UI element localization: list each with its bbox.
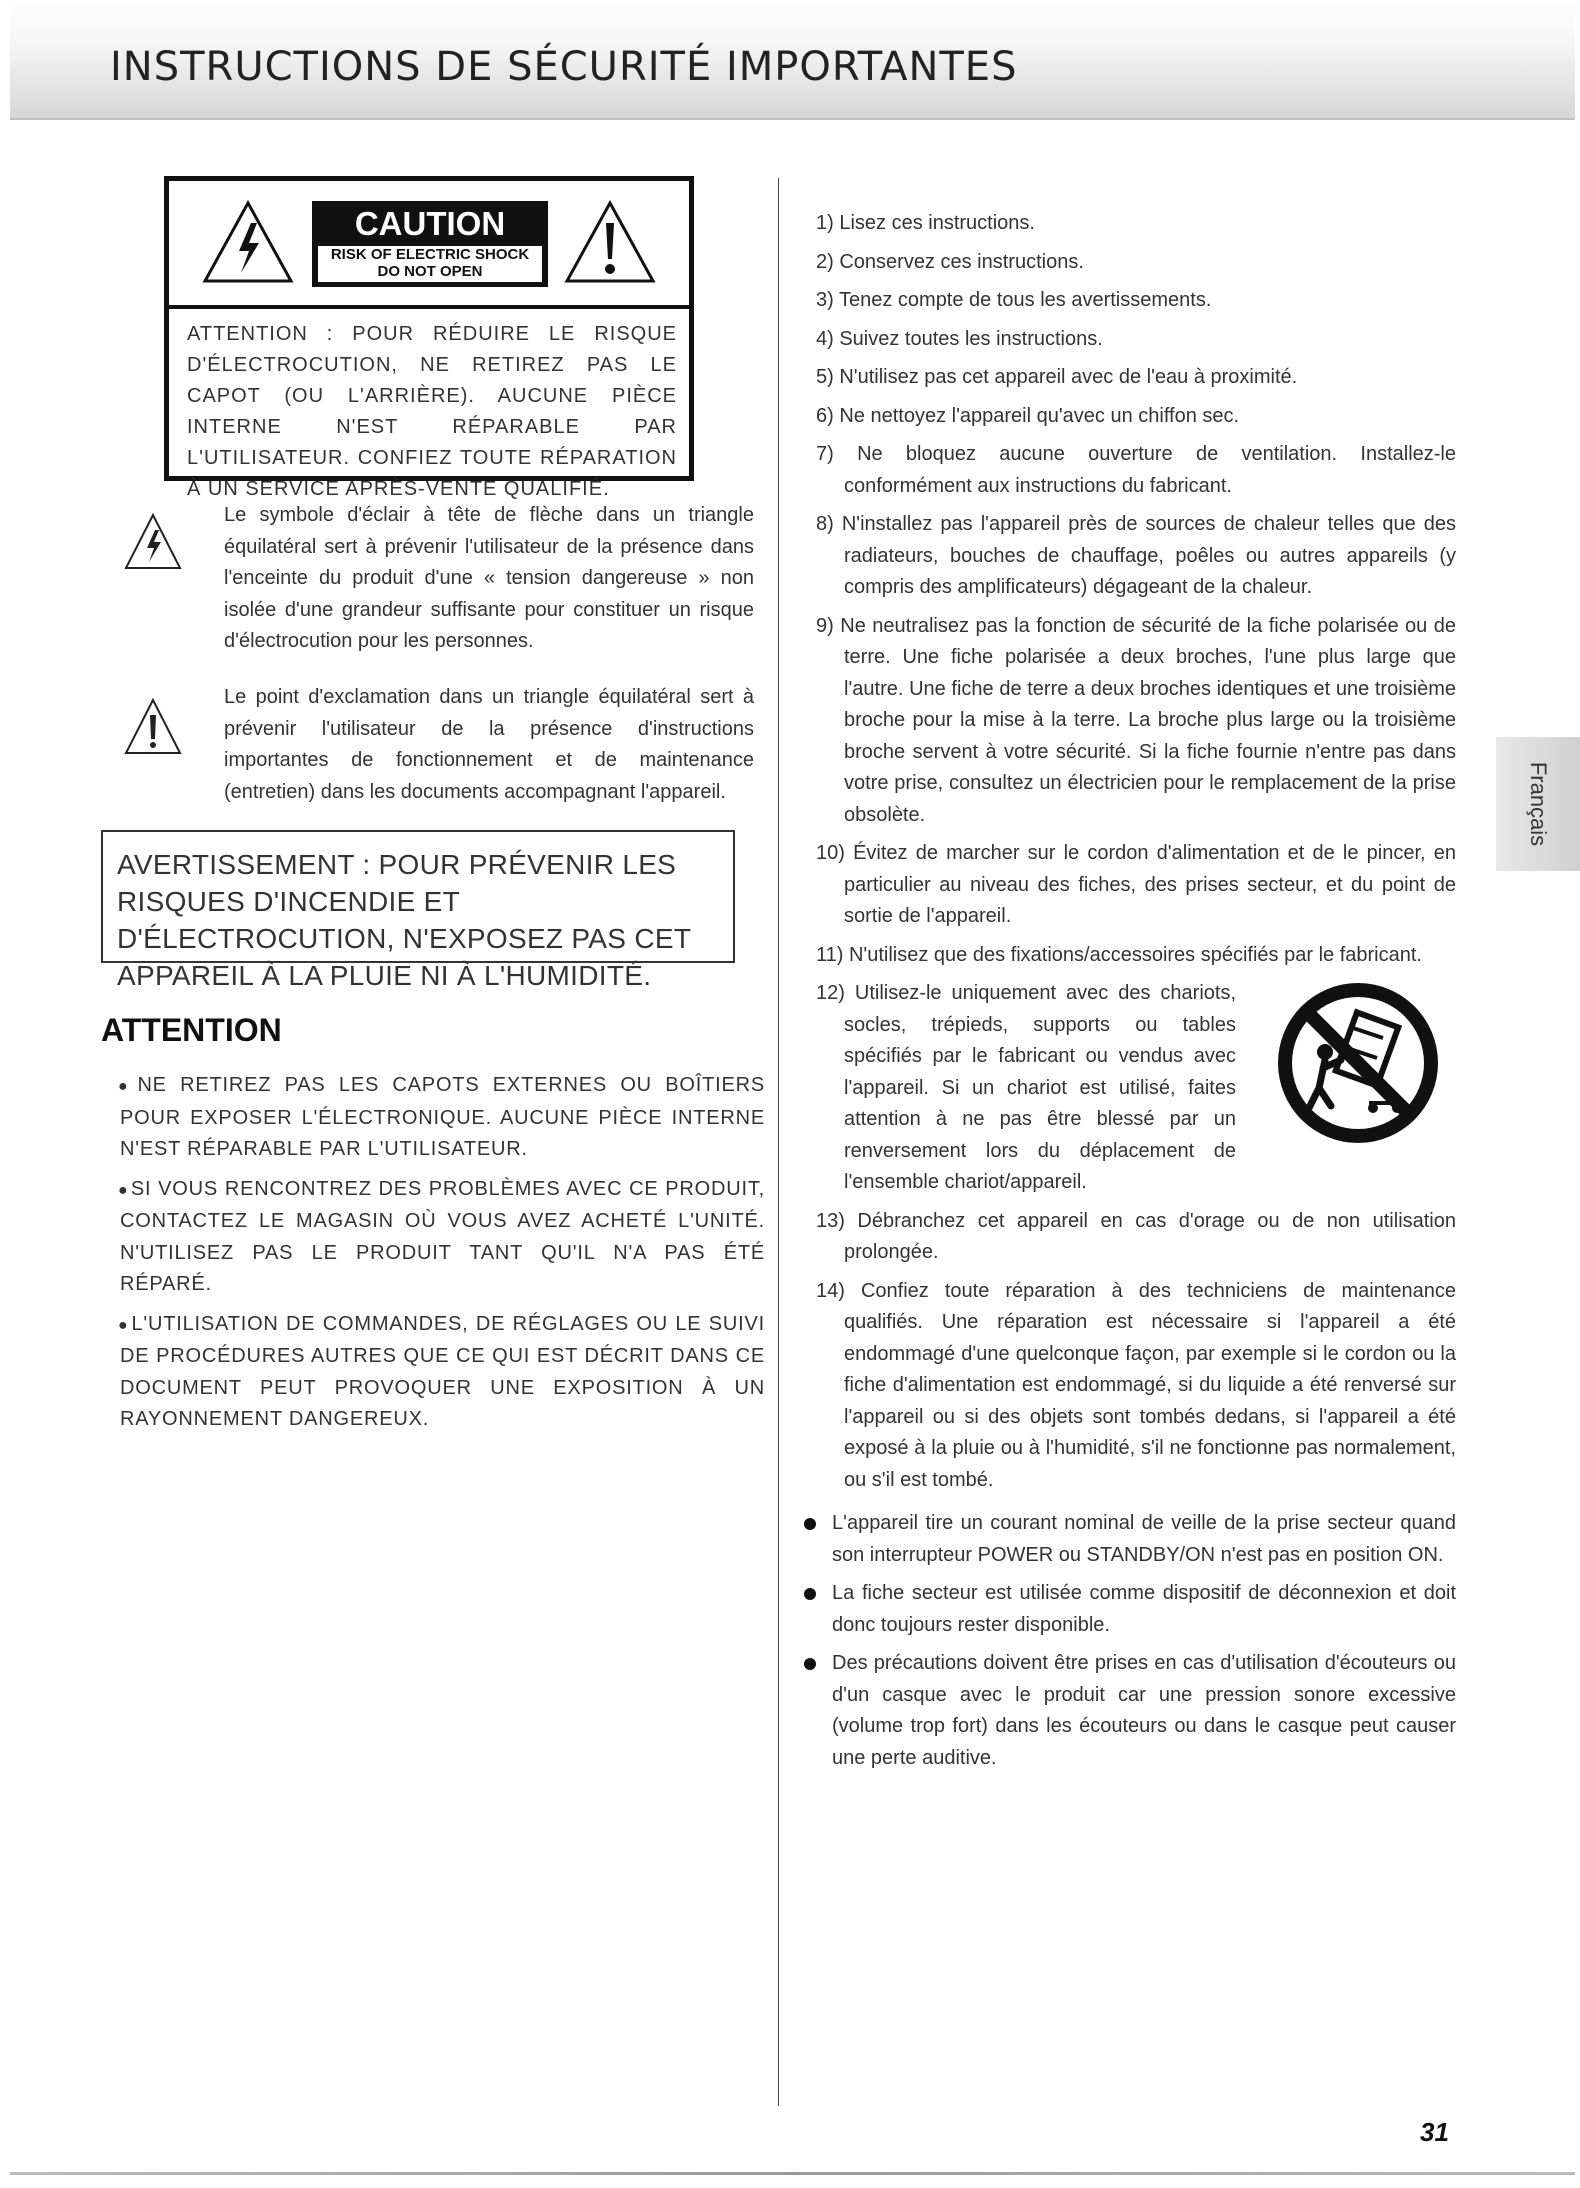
caution-word: CAUTION bbox=[354, 205, 506, 242]
instruction-item: 5) N'utilisez pas cet appareil avec de l'eau à proximité. bbox=[816, 366, 1298, 388]
page-title: INSTRUCTIONS DE SÉCURITÉ IMPORTANTES bbox=[110, 44, 1018, 90]
note-item: Des précautions doivent être prises en cas d'utilisation d'écouteurs ou d'un casque avec le produit car une pression sonore excessive (volume trop fort) dans les écouteurs ou dans le casque peut causer une perte auditive. bbox=[800, 1648, 1456, 1774]
note-item: La fiche secteur est utilisée comme dispositif de déconnexion et doit donc toujours rester disponible. bbox=[800, 1578, 1456, 1641]
exclamation-triangle-icon bbox=[123, 697, 183, 757]
attention-item: ● L'UTILISATION DE COMMANDES, DE RÉGLAGES OU LE SUIVI DE PROCÉDURES AUTRES QUE CE QUI EST DÉCRIT DANS CE DOCUMENT PEUT PROVOQUER UNE EXPOSITION À UN RAYONNEMENT DANGEREUX. bbox=[118, 1312, 766, 1430]
language-tab[interactable] bbox=[1496, 737, 1580, 871]
lightning-symbol-text: Le symbole d'éclair à tête de flèche dans un triangle équilatéral sert à prévenir l'utilisateur de la présence dans l'enceinte du produit d'une « tension dangereuse » non isolée d'une grandeur suffisante pour constituer un risque d'électrocution pour les personnes. bbox=[224, 504, 754, 652]
instruction-item: 9) Ne neutralisez pas la fonction de sécurité de la fiche polarisée ou de terre. Une fiche polarisée a deux broches, l'une plus large que l'autre. Une fiche de terre a deux broches identiques et une troisième broche pour la mise à la terre. La broche plus large ou la troisième broche servent à votre sécurité. Si la fiche fournie n'entre pas dans votre prise, consultez un électricien pour le remplacement de la prise obsolète. bbox=[816, 614, 1456, 826]
instruction-item: 11) N'utilisez que des fixations/accessoires spécifiés par le fabricant. bbox=[816, 943, 1422, 966]
instruction-item: 10) Évitez de marcher sur le cordon d'alimentation et de le pincer, en particulier au niveau des fiches, des prises secteur, et du point de sortie de l'appareil. bbox=[816, 842, 1456, 927]
caution-sub-line-2: DO NOT OPEN bbox=[377, 263, 483, 280]
instruction-item: 2) Conservez ces instructions. bbox=[816, 250, 1084, 273]
no-cart-tipover-icon bbox=[1273, 978, 1443, 1148]
instruction-item: 8) N'installez pas l'appareil près de sources de chaleur telles que des radiateurs, bouches de chauffage, poêles ou autres appareils (y compris des amplificateurs) dégageant de la chaleur. bbox=[816, 513, 1456, 598]
bullet-icon: ● bbox=[118, 1181, 129, 1199]
footer-line bbox=[10, 2172, 1575, 2175]
attention-heading: ATTENTION bbox=[101, 1012, 282, 1048]
language-tab-label: Français bbox=[1526, 761, 1551, 847]
warning-text: AVERTISSEMENT : POUR PRÉVENIR LES RISQUES D'INCENDIE ET D'ÉLECTROCUTION, N'EXPOSEZ PAS CET APPAREIL À LA PLUIE NI À L'HUMIDITÉ. bbox=[117, 849, 691, 991]
attention-item: ● SI VOUS RENCONTREZ DES PROBLÈMES AVEC CE PRODUIT, CONTACTEZ LE MAGASIN OÙ VOUS AVEZ ACHETÉ L'UNITÉ. N'UTILISEZ PAS LE PRODUIT TANT QU'IL N'A PAS ÉTÉ RÉPARÉ. bbox=[118, 1177, 765, 1295]
page-number: 31 bbox=[1420, 2117, 1449, 2147]
note-item: L'appareil tire un courant nominal de veille de la prise secteur quand son interrupteur POWER ou STANDBY/ON n'est pas en position ON. bbox=[800, 1508, 1456, 1571]
instruction-item: 6) Ne nettoyez l'appareil qu'avec un chiffon sec. bbox=[816, 404, 1240, 427]
lightning-triangle-icon bbox=[123, 512, 183, 572]
instruction-item: 13) Débranchez cet appareil en cas d'orage ou de non utilisation prolongée. bbox=[816, 1209, 1456, 1263]
header-band bbox=[10, 0, 1575, 120]
caution-sub-line-1: RISK OF ELECTRIC SHOCK bbox=[330, 246, 530, 263]
instruction-item: 4) Suivez toutes les instructions. bbox=[816, 327, 1103, 350]
bullet-icon: ● bbox=[118, 1078, 136, 1095]
bullet-icon: ● bbox=[118, 1316, 130, 1334]
instruction-item: 14) Confiez toute réparation à des techniciens de maintenance qualifiés. Une réparation est nécessaire si l'appareil a été endommagé d'une quelconque façon, par exemple si le cordon ou la fiche d'alimentation est endommagé, si du liquide a été renversé sur l'appareil ou si des objets sont tombés dedans, si l'appareil a été exposé à la pluie ou à l'humidité, s'il ne fonctionne pas normalement, ou s'il est tombé. bbox=[816, 1279, 1456, 1491]
instruction-item: 3) Tenez compte de tous les avertissements. bbox=[816, 289, 1212, 311]
bullet-icon bbox=[804, 1658, 816, 1670]
caution-text: ATTENTION : POUR RÉDUIRE LE RISQUE D'ÉLECTROCUTION, NE RETIREZ PAS LE CAPOT (OU L'ARRIÈRE). AUCUNE PIÈCE INTERNE N'EST RÉPARABLE PAR L'UTILISATEUR. CONFIEZ TOUTE RÉPARATION À UN SERVICE APRÈS-VENTE QUALIFIÉ. bbox=[187, 323, 677, 500]
attention-item: ● NE RETIREZ PAS LES CAPOTS EXTERNES OU BOÎTIERS POUR EXPOSER L'ÉLECTRONIQUE. AUCUNE PIÈCE INTERNE N'EST RÉPARABLE PAR L'UTILISATEUR. bbox=[118, 1074, 765, 1160]
caution-label bbox=[312, 201, 548, 287]
instruction-item: 12) Utilisez-le uniquement avec des chariots, socles, trépieds, supports ou tables spécifiés par le fabricant ou vendus avec l'appareil. Si un chariot est utilisé, faites attention à ne pas être blessé par un renversement lors du déplacement de l'ensemble chariot/appareil. bbox=[816, 982, 1236, 1193]
column-divider bbox=[778, 178, 779, 2106]
attention-list bbox=[120, 1070, 765, 1444]
bullet-icon bbox=[804, 1588, 816, 1600]
caution-subtext bbox=[318, 246, 542, 282]
lightning-triangle-icon bbox=[201, 199, 295, 285]
exclamation-triangle-icon bbox=[563, 199, 657, 285]
notes-list bbox=[800, 1508, 1456, 1781]
caution-box bbox=[164, 176, 694, 500]
exclamation-symbol-text: Le point d'exclamation dans un triangle équilatéral sert à prévenir l'utilisateur de la présence d'instructions importantes de fonctionnement et de maintenance (entretien) dans les documents accompagnant l'appareil. bbox=[224, 686, 754, 803]
instruction-item: 7) Ne bloquez aucune ouverture de ventilation. Installez-le conformément aux instructions du fabricant. bbox=[816, 443, 1456, 497]
caution-header bbox=[169, 181, 689, 309]
warning-box bbox=[101, 830, 735, 991]
instructions-list bbox=[798, 208, 1456, 1503]
instruction-item: 1) Lisez ces instructions. bbox=[816, 212, 1035, 234]
bullet-icon bbox=[804, 1518, 816, 1530]
